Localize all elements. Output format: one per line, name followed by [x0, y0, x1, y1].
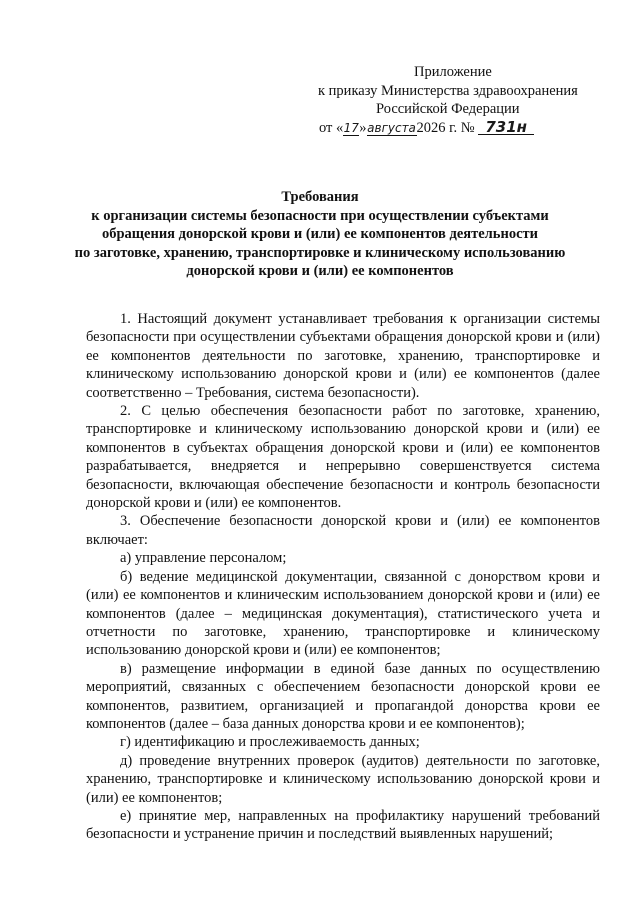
title-line: донорской крови и (или) ее компонентов — [186, 263, 454, 280]
paragraph-2: 2. С целью обеспечения безопасности работ по заготовке, хранению, транспортировке и клиническому использованию донорской крови и (или) ее компонентов в субъектах обращения донорской крови и (или) ее компонентов разрабатывается, внедряется и непрерывно совершенствуется система безопасности, включающая обеспечение безопасности и контроль безопасности донорской крови и (или) ее компонентов. — [86, 403, 600, 512]
list-item-b: б) ведение медицинской документации, связанной с донорством крови и (или) ее компонентов и клиническим использованием донорской крови и (или) ее компонентов (далее – медицинская документация), статистического учета и отчетности по заготовке, хранению, транспортировке и клиническому использованию донорской крови и (или) ее компонентов; — [86, 568, 600, 659]
annex-country: Российской Федерации — [376, 101, 520, 118]
annex-order-ref: к приказу Министерства здравоохранения — [318, 82, 578, 99]
annex-date-number — [318, 119, 618, 138]
handwritten-month: августа — [367, 120, 416, 135]
title-line: обращения донорской крови и (или) ее компонентов деятельности — [101, 226, 538, 243]
list-item-e: е) принятие мер, направленных на профилактику нарушений требований безопасности и устранение причин и последствий выявленных нарушений; — [86, 807, 600, 843]
list-item-a: а) управление персоналом; — [120, 550, 287, 567]
title-line: к организации системы безопасности при осуществлении субъектами — [91, 207, 549, 224]
list-item-d: д) проведение внутренних проверок (аудитов) деятельности по заготовке, хранению, транспортировке и клиническому использованию донорской крови и (или) ее компонентов; — [86, 752, 600, 806]
annex-label: Приложение — [414, 64, 492, 80]
document-title — [40, 188, 600, 281]
paragraph-1: 1. Настоящий документ устанавливает требования к организации системы безопасности при осуществлении субъектами обращения донорской крови и (или) ее компонентов деятельности по заготовке, хранению, транспортировке и клиническому использованию донорской крови и (или) ее компонентов (далее соответственно – Требования, система безопасности). — [86, 311, 600, 401]
annex-year: 2026 г. № — [416, 119, 475, 136]
title-heading: Требования — [281, 189, 359, 205]
title-line: по заготовке, хранению, транспортировке и клиническому использованию — [74, 244, 566, 261]
list-item-v: в) размещение информации в единой базе данных по осуществлению мероприятий, связанных с обеспечением безопасности донорской крови ее компонентов, развитием, организацией и пропагандой донорства крови ее компонентов (далее – база данных донорства крови и ее компонентов); — [86, 660, 600, 732]
list-item-g: г) идентификацию и прослеживаемость данных; — [120, 734, 420, 751]
handwritten-day: 17 — [343, 120, 359, 135]
document-body — [86, 310, 600, 844]
paragraph-3: 3. Обеспечение безопасности донорской крови и (или) ее компонентов включает: — [86, 513, 600, 548]
handwritten-order-number: 731н — [478, 120, 534, 135]
annex-from-prefix: от « — [319, 119, 344, 136]
annex-header — [318, 63, 618, 137]
annex-quote-close: » — [359, 119, 367, 136]
